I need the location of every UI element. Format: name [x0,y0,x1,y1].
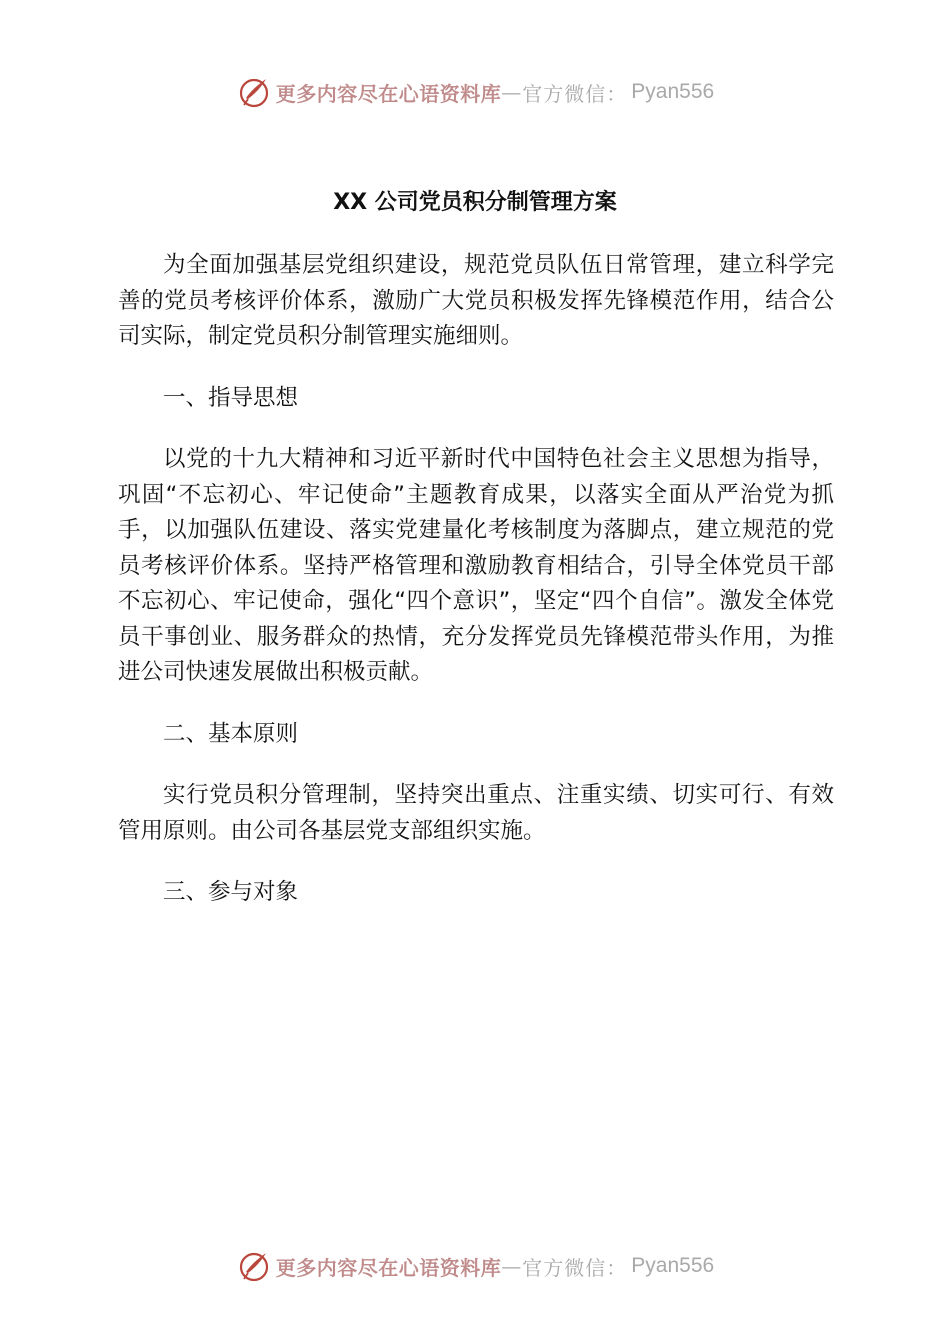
section-body-guiding-ideology: 以党的十九大精神和习近平新时代中国特色社会主义思想为指导，巩固“不忘初心、牢记使命”主题教育成果，以落实全面从严治党为抓手，以加强队伍建设、落实党建量化考核制度为落脚点，建立规范的党员考核评价体系。坚持严格管理和激励教育相结合，引导全体党员干部不忘初心、牢记使命，强化“四个意识”，坚定“四个自信”。激发全体党员干事创业、服务群众的热情，充分发挥党员先锋模范带头作用，为推进公司快速发展做出积极贡献。 [118,446,834,685]
watermark-separator: — [501,80,523,104]
quill-seal-icon [236,74,272,110]
watermark-wechat-id: Pyan556 [631,80,715,103]
watermark-separator: — [501,1254,523,1278]
watermark-wechat-label: 官方微信： [522,81,628,106]
watermark-banner-top [0,72,950,112]
document-title: XX 公司党员积分制管理方案 [333,190,617,215]
watermark-wechat-label: 官方微信： [522,1255,628,1280]
watermark-text: 更多内容尽在心语资料库 [275,1255,502,1280]
section-heading-participants: 三、参与对象 [163,879,299,905]
watermark-text: 更多内容尽在心语资料库 [275,81,502,106]
section-heading-basic-principles: 二、基本原则 [163,720,299,747]
quill-seal-icon [236,1248,272,1284]
document-body [118,248,834,937]
watermark-wechat-id: Pyan556 [631,1254,715,1277]
watermark-banner-bottom [0,1246,950,1286]
section-body-basic-principles: 实行党员积分管理制，坚持突出重点、注重实绩、切实可行、有效管用原则。由公司各基层党支部组织实施。 [118,782,834,844]
section-heading-guiding-ideology: 一、指导思想 [163,384,299,411]
intro-paragraph: 为全面加强基层党组织建设，规范党员队伍日常管理，建立科学完善的党员考核评价体系，激励广大党员积极发挥先锋模范作用，结合公司实际，制定党员积分制管理实施细则。 [118,252,834,349]
